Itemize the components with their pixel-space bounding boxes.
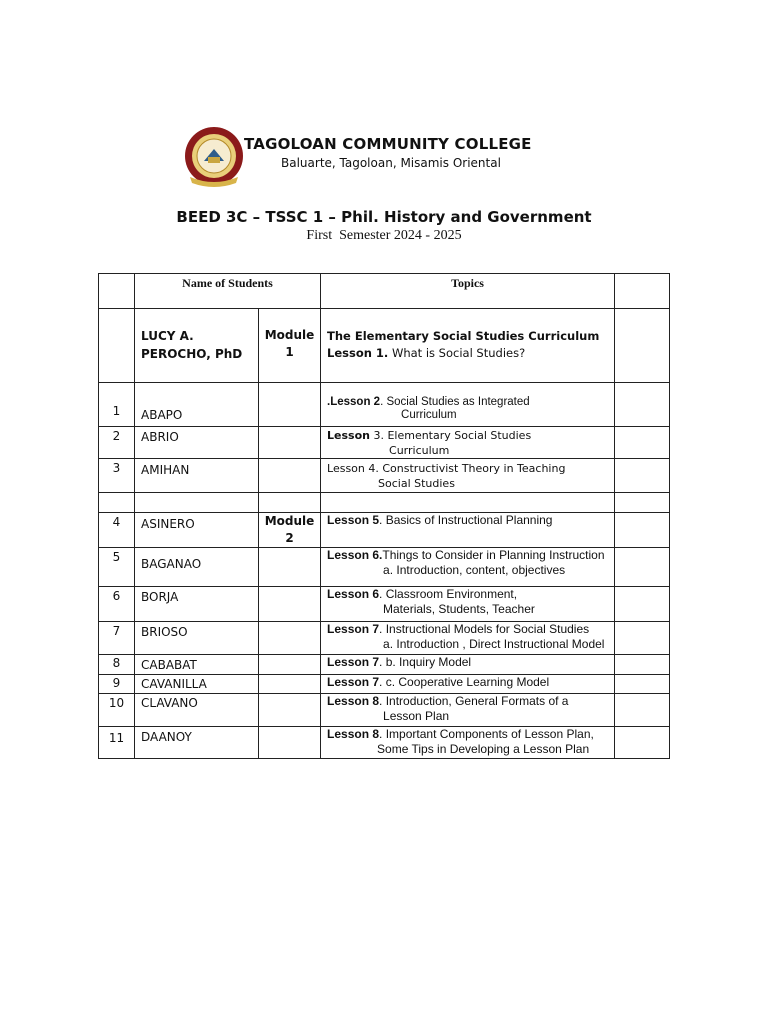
- table-row: 6 BORJA Lesson 6. Classroom Environment, Materials, Students, Teacher: [99, 587, 670, 622]
- table-row-empty: [99, 493, 670, 513]
- teacher-name: LUCY A. PEROCHO, PhD: [135, 309, 259, 383]
- table-row: 7 BRIOSO Lesson 7. Instructional Models for Social Studies a. Introduction , Direct Instructional Model: [99, 622, 670, 655]
- teacher-row: [99, 309, 670, 383]
- header-topics: Topics: [321, 274, 615, 309]
- table-row: 8 CABABAT Lesson 7. b. Inquiry Model: [99, 655, 670, 675]
- student-topics-table: [98, 273, 670, 759]
- table-row: 5 BAGANAO Lesson 6.Things to Consider in Planning Instruction a. Introduction, content, objectives: [99, 548, 670, 587]
- college-name: TAGOLOAN COMMUNITY COLLEGE: [244, 135, 532, 153]
- table-row: 3 AMIHAN Lesson 4. Constructivist Theory in Teaching Social Studies: [99, 459, 670, 493]
- table-row: 10 CLAVANO Lesson 8. Introduction, General Formats of a Lesson Plan: [99, 694, 670, 727]
- module-1-topic: The Elementary Social Studies Curriculum Lesson 1. What is Social Studies?: [321, 309, 615, 383]
- header-extra-cell: [615, 274, 670, 309]
- table-row: 4 ASINERO Module 2 Lesson 5. Basics of Instructional Planning: [99, 513, 670, 548]
- college-address: Baluarte, Tagoloan, Misamis Oriental: [281, 156, 501, 170]
- header-num-cell: [99, 274, 135, 309]
- table-row: 9 CAVANILLA Lesson 7. c. Cooperative Learning Model: [99, 675, 670, 694]
- table-row: 2 ABRIO Lesson 3. Elementary Social Studies Curriculum: [99, 427, 670, 459]
- header-name-of-students: Name of Students: [135, 274, 321, 309]
- module-1-label: Module 1: [259, 309, 321, 383]
- table-row: 11 DAANOY Lesson 8. Important Components of Lesson Plan, Some Tips in Developing a Lesson Plan: [99, 727, 670, 759]
- table-row: 1 ABAPO .Lesson 2. Social Studies as Integrated Curriculum: [99, 383, 670, 427]
- college-seal-icon: [182, 125, 246, 191]
- semester-label: First Semester 2024 - 2025: [306, 228, 462, 243]
- course-title: BEED 3C – TSSC 1 – Phil. History and Government: [176, 208, 592, 226]
- module-2-label: Module 2: [259, 513, 321, 548]
- table-header-row: [99, 274, 670, 309]
